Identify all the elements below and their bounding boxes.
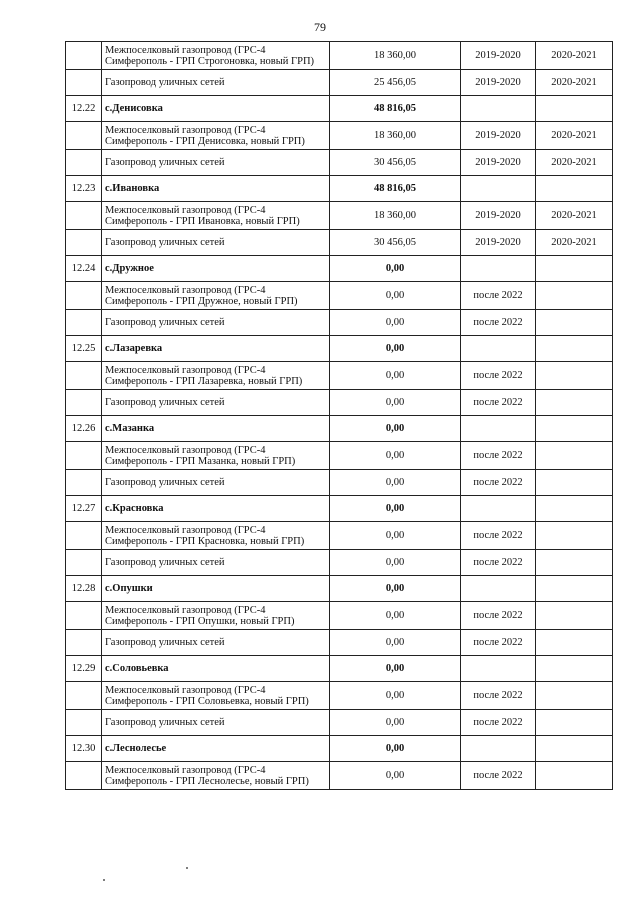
cell-y2: 2020-2021 — [536, 202, 613, 230]
settlement-row — [66, 576, 613, 602]
cell-y2 — [536, 682, 613, 710]
cell-sum: 0,00 — [330, 762, 461, 790]
cell-y2: 2020-2021 — [536, 150, 613, 176]
cell-num: 12.29 — [66, 656, 102, 682]
cell-y2 — [536, 576, 613, 602]
cell-name: с.Денисовка — [102, 96, 330, 122]
cell-name: Межпоселковый газопровод (ГРС-4 Симферополь - ГРП Ивановка, новый ГРП) — [102, 202, 330, 230]
cell-sum: 48 816,05 — [330, 176, 461, 202]
cell-sum: 18 360,00 — [330, 42, 461, 70]
cell-sum: 0,00 — [330, 496, 461, 522]
cell-sum: 0,00 — [330, 336, 461, 362]
cell-name: с.Мазанка — [102, 416, 330, 442]
cell-sum: 30 456,05 — [330, 150, 461, 176]
cell-num — [66, 602, 102, 630]
cell-name: Газопровод уличных сетей — [102, 550, 330, 576]
cell-name: Газопровод уличных сетей — [102, 230, 330, 256]
cell-num — [66, 522, 102, 550]
cell-y1: после 2022 — [461, 762, 536, 790]
cell-y1: после 2022 — [461, 630, 536, 656]
cell-num — [66, 70, 102, 96]
cell-name: Газопровод уличных сетей — [102, 710, 330, 736]
cell-num: 12.22 — [66, 96, 102, 122]
cell-num — [66, 630, 102, 656]
cell-y1: после 2022 — [461, 442, 536, 470]
cell-y1: после 2022 — [461, 522, 536, 550]
cell-num — [66, 202, 102, 230]
cell-name: Межпоселковый газопровод (ГРС-4 Симферополь - ГРП Дружное, новый ГРП) — [102, 282, 330, 310]
cell-sum: 0,00 — [330, 576, 461, 602]
cell-num — [66, 762, 102, 790]
cell-num — [66, 470, 102, 496]
settlement-row — [66, 656, 613, 682]
table-row — [66, 150, 613, 176]
cell-sum: 0,00 — [330, 362, 461, 390]
cell-y2 — [536, 470, 613, 496]
cell-y1: после 2022 — [461, 550, 536, 576]
cell-name: Межпоселковый газопровод (ГРС-4 Симферополь - ГРП Соловьевка, новый ГРП) — [102, 682, 330, 710]
cell-num — [66, 390, 102, 416]
cell-name: Газопровод уличных сетей — [102, 470, 330, 496]
cell-y1 — [461, 656, 536, 682]
cell-num — [66, 230, 102, 256]
cell-num: 12.24 — [66, 256, 102, 282]
cell-sum: 48 816,05 — [330, 96, 461, 122]
settlement-row — [66, 256, 613, 282]
cell-y1: после 2022 — [461, 310, 536, 336]
cell-y1 — [461, 736, 536, 762]
cell-num: 12.27 — [66, 496, 102, 522]
table-row — [66, 122, 613, 150]
cell-name: Межпоселковый газопровод (ГРС-4 Симферополь - ГРП Красновка, новый ГРП) — [102, 522, 330, 550]
cell-y2 — [536, 442, 613, 470]
cell-num: 12.28 — [66, 576, 102, 602]
cell-y1 — [461, 256, 536, 282]
table-row — [66, 522, 613, 550]
table-row — [66, 362, 613, 390]
cell-y2 — [536, 656, 613, 682]
cell-num — [66, 442, 102, 470]
cell-y2 — [536, 256, 613, 282]
cell-y2 — [536, 762, 613, 790]
table-row — [66, 442, 613, 470]
settlement-row — [66, 416, 613, 442]
cell-sum: 0,00 — [330, 736, 461, 762]
cell-sum: 25 456,05 — [330, 70, 461, 96]
cell-sum: 0,00 — [330, 682, 461, 710]
settlement-row — [66, 96, 613, 122]
cell-sum: 0,00 — [330, 442, 461, 470]
cell-y1: 2019-2020 — [461, 202, 536, 230]
cell-name: с.Красновка — [102, 496, 330, 522]
cell-name: Газопровод уличных сетей — [102, 310, 330, 336]
cell-name: Газопровод уличных сетей — [102, 150, 330, 176]
scan-speck — [103, 879, 105, 881]
cell-y1: 2019-2020 — [461, 42, 536, 70]
cell-y1 — [461, 96, 536, 122]
cell-y1: после 2022 — [461, 710, 536, 736]
cell-y1 — [461, 336, 536, 362]
cell-sum: 0,00 — [330, 550, 461, 576]
cell-y2 — [536, 362, 613, 390]
cell-sum: 30 456,05 — [330, 230, 461, 256]
cell-num — [66, 122, 102, 150]
cell-name: Межпоселковый газопровод (ГРС-4 Симферополь - ГРП Опушки, новый ГРП) — [102, 602, 330, 630]
cell-name: Газопровод уличных сетей — [102, 630, 330, 656]
cell-name: с.Соловьевка — [102, 656, 330, 682]
cell-y2 — [536, 630, 613, 656]
table-row — [66, 230, 613, 256]
cell-sum: 18 360,00 — [330, 122, 461, 150]
cell-name: Газопровод уличных сетей — [102, 390, 330, 416]
cell-sum: 0,00 — [330, 390, 461, 416]
table-row — [66, 42, 613, 70]
table-row — [66, 470, 613, 496]
cell-num: 12.26 — [66, 416, 102, 442]
settlement-row — [66, 736, 613, 762]
cell-name: с.Дружное — [102, 256, 330, 282]
cell-name: Межпоселковый газопровод (ГРС-4 Симферополь - ГРП Денисовка, новый ГРП) — [102, 122, 330, 150]
table-row — [66, 630, 613, 656]
cell-name: Газопровод уличных сетей — [102, 70, 330, 96]
settlement-row — [66, 176, 613, 202]
table-row — [66, 70, 613, 96]
cell-sum: 0,00 — [330, 470, 461, 496]
cell-name: Межпоселковый газопровод (ГРС-4 Симферополь - ГРП Леснолесье, новый ГРП) — [102, 762, 330, 790]
cell-num — [66, 282, 102, 310]
cell-name: с.Лазаревка — [102, 336, 330, 362]
table-row — [66, 602, 613, 630]
cell-y2 — [536, 282, 613, 310]
gas-pipeline-table — [65, 41, 613, 790]
cell-y2 — [536, 176, 613, 202]
cell-y1 — [461, 176, 536, 202]
table-row — [66, 710, 613, 736]
cell-y2 — [536, 736, 613, 762]
cell-num — [66, 710, 102, 736]
cell-y2: 2020-2021 — [536, 70, 613, 96]
cell-y2 — [536, 310, 613, 336]
settlement-row — [66, 336, 613, 362]
cell-y2: 2020-2021 — [536, 42, 613, 70]
cell-y1: 2019-2020 — [461, 122, 536, 150]
cell-sum: 0,00 — [330, 710, 461, 736]
cell-sum: 0,00 — [330, 282, 461, 310]
cell-name: с.Ивановка — [102, 176, 330, 202]
cell-num: 12.25 — [66, 336, 102, 362]
cell-sum: 0,00 — [330, 630, 461, 656]
cell-num — [66, 310, 102, 336]
cell-y2 — [536, 602, 613, 630]
cell-y1: после 2022 — [461, 602, 536, 630]
cell-y1 — [461, 576, 536, 602]
cell-sum: 0,00 — [330, 522, 461, 550]
cell-y1: после 2022 — [461, 390, 536, 416]
cell-y1 — [461, 496, 536, 522]
cell-y2 — [536, 522, 613, 550]
cell-sum: 0,00 — [330, 656, 461, 682]
cell-y2 — [536, 710, 613, 736]
cell-name: Межпоселковый газопровод (ГРС-4 Симферополь - ГРП Мазанка, новый ГРП) — [102, 442, 330, 470]
cell-y1: после 2022 — [461, 282, 536, 310]
cell-y2 — [536, 390, 613, 416]
cell-name: с.Опушки — [102, 576, 330, 602]
cell-num — [66, 42, 102, 70]
table-row — [66, 550, 613, 576]
table-row — [66, 202, 613, 230]
cell-y1: после 2022 — [461, 682, 536, 710]
cell-y2: 2020-2021 — [536, 122, 613, 150]
cell-num — [66, 682, 102, 710]
cell-y2 — [536, 496, 613, 522]
cell-num: 12.23 — [66, 176, 102, 202]
cell-num: 12.30 — [66, 736, 102, 762]
cell-sum: 0,00 — [330, 256, 461, 282]
cell-sum: 0,00 — [330, 310, 461, 336]
table-row — [66, 282, 613, 310]
cell-y1: 2019-2020 — [461, 70, 536, 96]
cell-y1 — [461, 416, 536, 442]
settlement-row — [66, 496, 613, 522]
cell-y2 — [536, 336, 613, 362]
page-number: 79 — [314, 20, 326, 34]
cell-y2 — [536, 416, 613, 442]
cell-num — [66, 550, 102, 576]
table-row — [66, 682, 613, 710]
cell-y2 — [536, 96, 613, 122]
table-row — [66, 762, 613, 790]
cell-name: с.Леснолесье — [102, 736, 330, 762]
cell-y2 — [536, 550, 613, 576]
table-row — [66, 390, 613, 416]
cell-sum: 0,00 — [330, 416, 461, 442]
cell-y1: после 2022 — [461, 470, 536, 496]
table-row — [66, 310, 613, 336]
table-body — [66, 42, 613, 790]
cell-name: Межпоселковый газопровод (ГРС-4 Симферополь - ГРП Строгоновка, новый ГРП) — [102, 42, 330, 70]
cell-sum: 0,00 — [330, 602, 461, 630]
cell-sum: 18 360,00 — [330, 202, 461, 230]
cell-num — [66, 362, 102, 390]
cell-y1: после 2022 — [461, 362, 536, 390]
cell-name: Межпоселковый газопровод (ГРС-4 Симферополь - ГРП Лазаревка, новый ГРП) — [102, 362, 330, 390]
cell-y1: 2019-2020 — [461, 150, 536, 176]
cell-y1: 2019-2020 — [461, 230, 536, 256]
cell-num — [66, 150, 102, 176]
cell-y2: 2020-2021 — [536, 230, 613, 256]
scan-speck — [186, 867, 188, 869]
